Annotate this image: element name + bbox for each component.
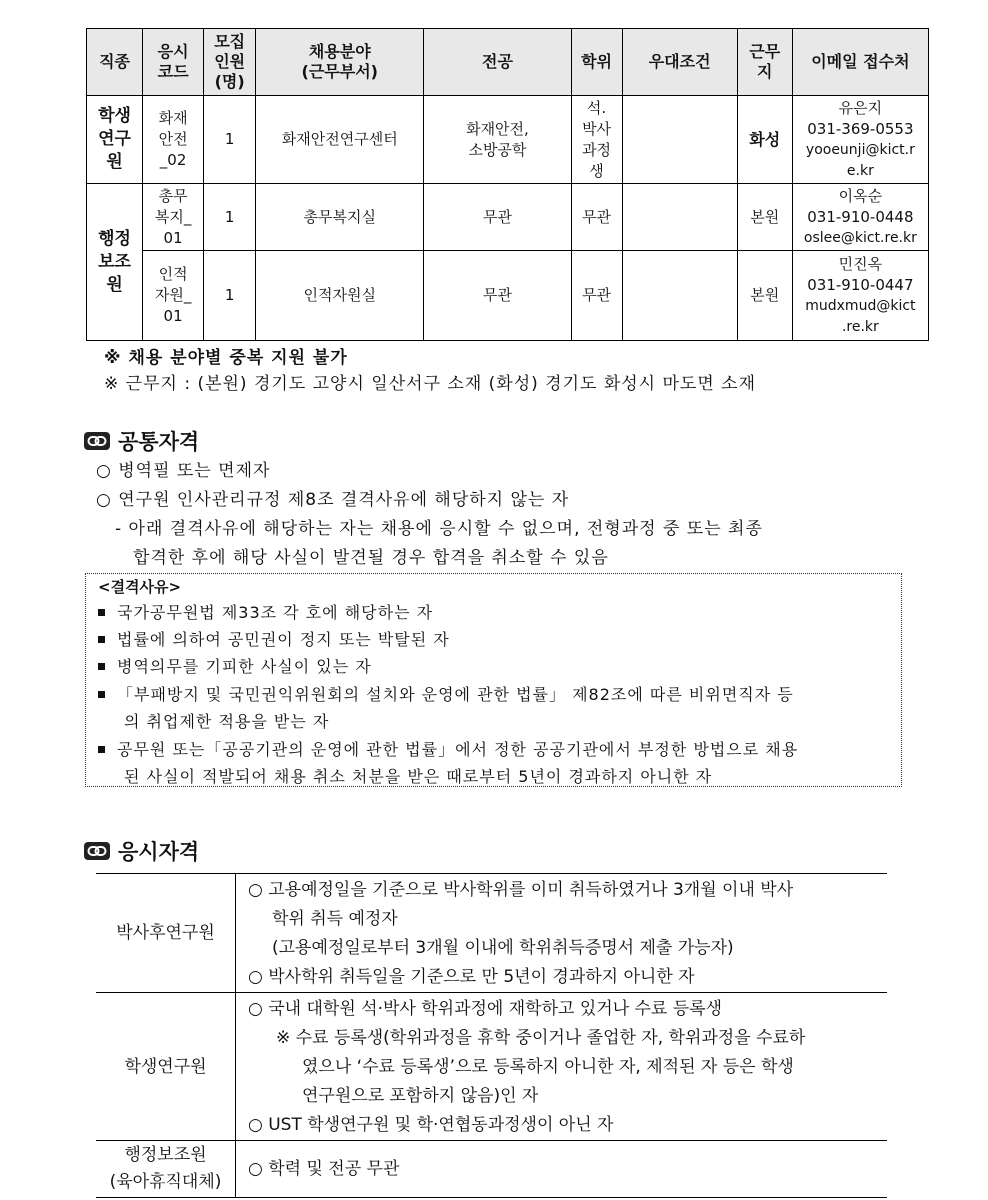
disqualification-item-cont: 된 사실이 적발되어 채용 취소 처분을 받은 때로부터 5년이 경과하지 아니한 자: [124, 767, 713, 786]
disqualification-item: 법률에 의하여 공민권이 정지 또는 박탈된 자: [98, 627, 450, 650]
square-bullet-icon: [98, 609, 105, 616]
dept-cell: 총무복지실: [256, 184, 424, 251]
eligibility-label: 행정보조원 (육아휴직대체): [96, 1141, 236, 1198]
eligibility-line: ※ 수료 등록생(학위과정을 휴학 중이거나 졸업한 자, 학위과정을 수료하: [276, 1028, 806, 1048]
code-cell: 화재 안전 _02: [143, 96, 204, 184]
header-cell: 전공: [424, 29, 571, 96]
table-row: [87, 251, 929, 341]
table-row: [96, 874, 887, 993]
location-cell: 본원: [737, 251, 792, 341]
table-row: [96, 993, 887, 1141]
code-cell: 인적 자원_ 01: [143, 251, 204, 341]
disqualification-item: 공무원 또는「공공기관의 운영에 관한 법률」에서 정한 공공기관에서 부정한 방법으로 채용: [98, 737, 798, 760]
header-cell: 우대조건: [622, 29, 737, 96]
contact-name: 유은지: [838, 98, 883, 117]
category-cell: 행정 보조 원: [87, 184, 143, 341]
common-item: ○ 연구원 인사관리규정 제8조 결격사유에 해당하지 않는 자: [96, 490, 570, 510]
contact-phone: 031-910-0448: [807, 207, 914, 226]
location-cell: 화성: [737, 96, 792, 184]
location-cell: 본원: [737, 184, 792, 251]
recruitment-table: [86, 28, 929, 341]
eligibility-line: 연구원으로 포함하지 않음)인 자: [302, 1086, 539, 1106]
eligibility-line: ○ 국내 대학원 석·박사 학위과정에 재학하고 있거나 수료 등록생: [248, 999, 723, 1019]
eligibility-line: ○ 박사학위 취득일을 기준으로 만 5년이 경과하지 아니한 자: [248, 967, 695, 987]
count-cell: 1: [204, 96, 256, 184]
code-cell: 총무 복지_ 01: [143, 184, 204, 251]
contact-phone: 031-369-0553: [807, 119, 914, 138]
eligibility-title: 응시자격: [118, 840, 200, 864]
count-cell: 1: [204, 251, 256, 341]
eligibility-body: [236, 993, 888, 1141]
contact-cell: [792, 96, 928, 184]
contact-phone: 031-910-0447: [807, 275, 914, 294]
square-bullet-icon: [98, 636, 105, 643]
contact-cell: [792, 184, 928, 251]
dept-cell: 인적자원실: [256, 251, 424, 341]
contact-email: yooeunji@kict.r e.kr: [805, 141, 915, 179]
duplicate-note: ※ 채용 분야별 중복 지원 불가: [104, 348, 348, 368]
preference-cell: [622, 251, 737, 341]
square-bullet-icon: [98, 746, 105, 753]
category-cell: 학생 연구 원: [87, 96, 143, 184]
preference-cell: [622, 96, 737, 184]
count-cell: 1: [204, 184, 256, 251]
degree-cell: 무관: [571, 251, 622, 341]
major-cell: 화재안전, 소방공학: [424, 96, 571, 184]
header-cell: 이메일 접수처: [792, 29, 928, 96]
preference-cell: [622, 184, 737, 251]
contact-email: mudxmud@kict .re.kr: [805, 297, 916, 335]
link-icon: [84, 842, 110, 860]
header-cell: 직종: [87, 29, 143, 96]
eligibility-body: [236, 874, 888, 993]
disqualification-item: 병역의무를 기피한 사실이 있는 자: [98, 654, 372, 677]
degree-cell: 무관: [571, 184, 622, 251]
header-cell: 채용분야 (근무부서): [256, 29, 424, 96]
eligibility-line: ○ 고용예정일을 기준으로 박사학위를 이미 취득하였거나 3개월 이내 박사: [248, 880, 794, 900]
common-subtext: 합격한 후에 해당 사실이 발견될 경우 합격을 취소할 수 있음: [133, 548, 609, 568]
contact-name: 이옥순: [838, 186, 883, 205]
common-title: 공통자격: [118, 430, 200, 454]
table-row: [87, 184, 929, 251]
table-row: [96, 1141, 887, 1198]
major-cell: 무관: [424, 251, 571, 341]
disqualification-box: [85, 573, 902, 787]
contact-name: 민진옥: [838, 254, 883, 273]
common-subtext: - 아래 결격사유에 해당하는 자는 채용에 응시할 수 없으며, 전형과정 중 또는 최종: [115, 519, 763, 539]
header-cell: 모집 인원 (명): [204, 29, 256, 96]
disqualification-title: <결격사유>: [98, 578, 182, 596]
disqualification-item: 「부패방지 및 국민권익위원회의 설치와 운영에 관한 법률」 제82조에 따른 비위면직자 등: [98, 682, 794, 705]
disqualification-item-cont: 의 취업제한 적용을 받는 자: [124, 712, 330, 731]
square-bullet-icon: [98, 691, 105, 698]
location-note: ※ 근무지 : (본원) 경기도 고양시 일산서구 소재 (화성) 경기도 화성시 마도면 소재: [104, 374, 757, 394]
eligibility-heading: [84, 836, 199, 866]
link-icon: [84, 432, 110, 450]
eligibility-line: ○ UST 학생연구원 및 학·연협동과정생이 아닌 자: [248, 1115, 614, 1135]
major-cell: 무관: [424, 184, 571, 251]
table-row: [87, 96, 929, 184]
eligibility-label: 학생연구원: [96, 993, 236, 1141]
square-bullet-icon: [98, 663, 105, 670]
header-cell: 근무 지: [737, 29, 792, 96]
eligibility-line: ○ 학력 및 전공 무관: [248, 1158, 400, 1179]
common-item: ○ 병역필 또는 면제자: [96, 461, 271, 481]
contact-email: oslee@kict.re.kr: [803, 229, 917, 246]
eligibility-body: [236, 1141, 888, 1198]
eligibility-label: 박사후연구원: [96, 874, 236, 993]
header-cell: 학위: [571, 29, 622, 96]
disqualification-item: 국가공무원법 제33조 각 호에 해당하는 자: [98, 600, 433, 623]
degree-cell: 석. 박사 과정 생: [571, 96, 622, 184]
eligibility-line: 였으나 ‘수료 등록생’으로 등록하지 아니한 자, 제적된 자 등은 학생: [302, 1057, 794, 1077]
common-heading: [84, 426, 199, 456]
table-header-row: [87, 29, 929, 96]
contact-cell: [792, 251, 928, 341]
eligibility-line: (고용예정일로부터 3개월 이내에 학위취득증명서 제출 가능자): [272, 938, 734, 958]
eligibility-table: [96, 873, 887, 1198]
eligibility-line: 학위 취득 예정자: [272, 909, 398, 929]
header-cell: 응시 코드: [143, 29, 204, 96]
dept-cell: 화재안전연구센터: [256, 96, 424, 184]
